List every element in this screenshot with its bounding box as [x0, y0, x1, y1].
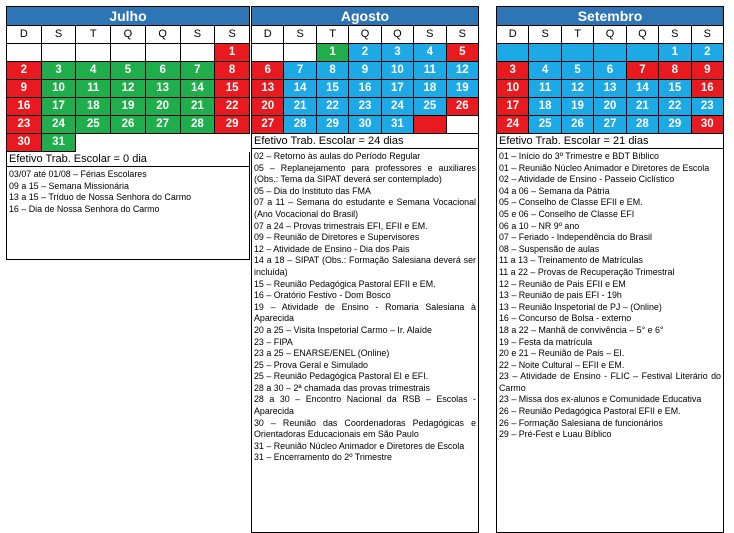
day-cell — [7, 44, 42, 62]
event-item: 06 a 10 – NR 9º ano — [499, 220, 580, 231]
day-cell: 19 — [561, 98, 593, 116]
weekday-header: Q — [381, 26, 413, 44]
day-cell — [529, 44, 561, 62]
event-item: 23 – Atividade de Ensino - FLIC – Festival Literário do Carmo — [499, 371, 721, 393]
day-cell: 10 — [41, 80, 76, 98]
weekday-header: S — [284, 26, 316, 44]
day-cell: 12 — [111, 80, 146, 98]
day-cell: 7 — [180, 62, 215, 80]
event-item: 23 – Missa dos ex-alunos e Comunidade Educativa — [499, 394, 702, 405]
day-cell — [252, 44, 284, 62]
day-cell: 20 — [145, 98, 180, 116]
event-item: 11 a 22 – Provas de Recuperação Trimestral — [499, 266, 675, 277]
event-item: 29 – Pré-Fest e Luau Bíblico — [499, 429, 612, 440]
day-cell: 23 — [691, 98, 723, 116]
day-cell — [41, 44, 76, 62]
day-cell: 17 — [497, 98, 529, 116]
day-cell: 16 — [349, 80, 381, 98]
week-row — [497, 98, 724, 116]
event-item: 28 a 30 – Encontro Nacional da RSB – Escolas - Aparecida — [254, 394, 476, 417]
day-cell: 31 — [381, 116, 413, 134]
day-cell: 9 — [691, 62, 723, 80]
day-cell: 30 — [7, 134, 42, 152]
day-cell: 3 — [381, 44, 413, 62]
day-cell: 21 — [284, 98, 316, 116]
event-item: 13 – Reunião de pais EFI - 19h — [499, 290, 622, 301]
weekday-header: T — [76, 26, 111, 44]
week-row — [497, 44, 724, 62]
day-cell: 30 — [691, 116, 723, 134]
event-item: 05 – Dia do Instituto das FMA — [254, 185, 371, 196]
event-item: 05 – Conselho de Classe EFII e EM. — [499, 197, 643, 208]
event-item: 12 – Reunião de Pais EFII e EM — [499, 278, 626, 289]
day-cell: 5 — [446, 44, 478, 62]
day-cell: 4 — [414, 44, 446, 62]
events-list — [6, 167, 250, 260]
day-cell: 7 — [626, 62, 658, 80]
event-item: 19 – Festa da matrícula — [499, 336, 593, 347]
day-cell: 4 — [76, 62, 111, 80]
weekday-header: D — [7, 26, 42, 44]
weekday-header: S — [446, 26, 478, 44]
event-item: 07 a 24 – Provas trimestrais EFI, EFII e EM. — [254, 220, 428, 231]
calendar-agosto — [251, 6, 479, 533]
weekday-header: Q — [594, 26, 626, 44]
week-row — [7, 62, 250, 80]
day-cell: 19 — [446, 80, 478, 98]
day-cell: 19 — [111, 98, 146, 116]
day-cell: 17 — [381, 80, 413, 98]
day-cell: 10 — [381, 62, 413, 80]
week-row — [497, 80, 724, 98]
day-cell: 11 — [414, 62, 446, 80]
day-cell: 20 — [594, 98, 626, 116]
day-cell: 15 — [215, 80, 250, 98]
event-item: 31 – Encerramento do 2º Trimestre — [254, 452, 392, 463]
weekday-header: S — [529, 26, 561, 44]
weekday-header: Q — [349, 26, 381, 44]
event-item: 30 – Reunião das Coordenadoras Pedagógicas e Orientadoras Educacionais em São Paulo — [254, 417, 476, 440]
day-cell: 14 — [284, 80, 316, 98]
day-cell: 22 — [316, 98, 348, 116]
event-item: 23 a 25 – ENARSE/ENEL (Online) — [254, 348, 390, 359]
event-item: 23 – FIPA — [254, 336, 293, 347]
event-item: 28 a 30 – 2ª chamada das provas trimestrais — [254, 382, 430, 393]
month-grid — [251, 25, 479, 134]
day-cell — [626, 44, 658, 62]
day-cell: 18 — [76, 98, 111, 116]
day-cell: 13 — [252, 80, 284, 98]
week-row — [7, 44, 250, 62]
day-cell: 28 — [284, 116, 316, 134]
calendar-setembro — [496, 6, 724, 533]
day-cell: 5 — [561, 62, 593, 80]
day-cell: 20 — [252, 98, 284, 116]
event-item: 26 – Formação Salesiana de funcionários — [499, 417, 663, 428]
day-cell: 25 — [76, 116, 111, 134]
efetivo-label: Efetivo Trab. Escolar = 24 dias — [251, 134, 479, 149]
day-cell: 30 — [349, 116, 381, 134]
event-item: 20 e 21 – Reunião de Pais – EI. — [499, 348, 625, 359]
day-cell: 7 — [284, 62, 316, 80]
day-cell — [497, 44, 529, 62]
day-cell: 23 — [7, 116, 42, 134]
week-row — [497, 62, 724, 80]
day-cell: 16 — [7, 98, 42, 116]
day-cell: 26 — [111, 116, 146, 134]
calendar-julho — [6, 6, 250, 260]
event-item: 31 – Reunião Núcleo Animador e Diretores de Escola — [254, 440, 465, 451]
day-cell — [145, 44, 180, 62]
day-cell — [111, 44, 146, 62]
day-cell: 15 — [316, 80, 348, 98]
day-cell — [76, 44, 111, 62]
event-item: 08 – Suspensão de aulas — [499, 243, 600, 254]
day-cell: 11 — [76, 80, 111, 98]
day-cell: 5 — [111, 62, 146, 80]
event-item: 07 – Feriado - Independência do Brasil — [499, 232, 652, 243]
day-cell — [284, 44, 316, 62]
event-item: 04 a 06 – Semana da Pátria — [499, 185, 610, 196]
weekday-header: S — [180, 26, 215, 44]
event-item: 16 – Oratório Festivo - Dom Bosco — [254, 290, 391, 301]
day-cell: 22 — [215, 98, 250, 116]
event-item: 13 – Reunião Inspetorial de PJ – (Online) — [499, 301, 662, 312]
week-row — [252, 98, 479, 116]
event-item: 22 – Noite Cultural – EFII e EM. — [499, 359, 625, 370]
day-cell: 18 — [414, 80, 446, 98]
weekday-header: S — [215, 26, 250, 44]
month-title: Setembro — [496, 6, 724, 25]
day-cell: 3 — [41, 62, 76, 80]
month-grid — [6, 25, 250, 152]
weekday-header: T — [561, 26, 593, 44]
day-cell: 1 — [659, 44, 691, 62]
day-cell: 22 — [659, 98, 691, 116]
day-cell: 24 — [41, 116, 76, 134]
efetivo-label: Efetivo Trab. Escolar = 0 dia — [6, 152, 250, 167]
week-row — [252, 80, 479, 98]
day-cell: 2 — [349, 44, 381, 62]
day-cell: 28 — [626, 116, 658, 134]
day-cell: 29 — [215, 116, 250, 134]
day-cell — [446, 116, 478, 134]
day-cell: 8 — [659, 62, 691, 80]
day-cell: 21 — [626, 98, 658, 116]
day-cell: 14 — [180, 80, 215, 98]
event-item: 01 – Reunião Núcleo Animador e Diretores de Escola — [499, 162, 710, 173]
day-cell: 17 — [41, 98, 76, 116]
weekday-header: T — [316, 26, 348, 44]
month-title: Julho — [6, 6, 250, 25]
day-cell: 12 — [446, 62, 478, 80]
day-cell: 12 — [561, 80, 593, 98]
event-item: 09 a 15 – Semana Missionária — [9, 180, 129, 191]
day-cell: 27 — [594, 116, 626, 134]
day-cell: 9 — [7, 80, 42, 98]
day-cell: 2 — [7, 62, 42, 80]
day-cell: 1 — [215, 44, 250, 62]
month-grid — [496, 25, 724, 134]
week-row — [7, 98, 250, 116]
weekday-header: Q — [111, 26, 146, 44]
events-list — [496, 149, 724, 533]
weekday-header: Q — [626, 26, 658, 44]
event-item: 25 – Reunião Pedagógica Pastoral EI e EFI. — [254, 371, 429, 382]
day-cell: 8 — [316, 62, 348, 80]
day-cell: 13 — [594, 80, 626, 98]
weekday-header: D — [497, 26, 529, 44]
weekday-header: Q — [145, 26, 180, 44]
day-cell: 15 — [659, 80, 691, 98]
day-cell: 13 — [145, 80, 180, 98]
day-cell: 3 — [497, 62, 529, 80]
day-cell: 9 — [349, 62, 381, 80]
day-cell: 4 — [529, 62, 561, 80]
day-cell: 2 — [691, 44, 723, 62]
day-cell: 6 — [145, 62, 180, 80]
day-cell: 23 — [349, 98, 381, 116]
day-cell: 8 — [215, 62, 250, 80]
event-item: 07 a 11 – Semana do estudante e Semana Vocacional (Ano Vocacional do Brasil) — [254, 197, 476, 219]
day-cell: 27 — [252, 116, 284, 134]
day-cell: 31 — [41, 134, 76, 152]
day-cell — [594, 44, 626, 62]
day-cell: 24 — [381, 98, 413, 116]
events-list — [251, 149, 479, 533]
event-item: 05 e 06 – Conselho de Classe EFI — [499, 208, 635, 219]
day-cell: 11 — [529, 80, 561, 98]
day-cell: 26 — [561, 116, 593, 134]
day-cell: 24 — [497, 116, 529, 134]
event-item: 15 – Reunião Pedagógica Pastoral EFII e EM. — [254, 278, 436, 289]
day-cell: 25 — [414, 98, 446, 116]
day-cell — [180, 44, 215, 62]
week-row — [7, 80, 250, 98]
day-cell: 29 — [316, 116, 348, 134]
week-row — [252, 116, 479, 134]
day-cell: 1 — [316, 44, 348, 62]
day-cell: 18 — [529, 98, 561, 116]
month-title: Agosto — [251, 6, 479, 25]
event-item: 19 – Atividade de Ensino - Romaria Salesiana à Aparecida — [254, 301, 476, 324]
event-item: 16 – Concurso de Bolsa - externo — [499, 313, 632, 324]
day-cell: 27 — [145, 116, 180, 134]
event-item: 11 a 13 – Treinamento de Matrículas — [499, 255, 643, 266]
week-row — [7, 134, 250, 152]
event-item: 09 – Reunião de Diretores e Supervisores — [254, 232, 420, 243]
day-cell: 29 — [659, 116, 691, 134]
weekday-header: S — [41, 26, 76, 44]
event-item: 18 a 22 – Manhã de convivência – 5° e 6° — [499, 324, 664, 335]
weekday-header: D — [252, 26, 284, 44]
event-item: 20 a 25 – Visita Inspetorial Carmo – Ir. Alaíde — [254, 324, 432, 335]
event-item: 02 – Atividade de Ensino - Passeio Ciclístico — [499, 174, 675, 185]
day-cell: 28 — [180, 116, 215, 134]
event-item: 16 – Dia de Nossa Senhora do Carmo — [9, 203, 160, 214]
efetivo-label: Efetivo Trab. Escolar = 21 dias — [496, 134, 724, 149]
event-item: 26 – Reunião Pedagógica Pastoral EFII e EM. — [499, 406, 681, 417]
day-cell: 26 — [446, 98, 478, 116]
event-item: 02 – Retorno às aulas do Período Regular — [254, 151, 421, 161]
event-item: 03/07 até 01/08 – Férias Escolares — [9, 169, 147, 179]
week-row — [252, 44, 479, 62]
week-row — [7, 116, 250, 134]
day-cell: 25 — [529, 116, 561, 134]
weekday-header: S — [414, 26, 446, 44]
week-row — [252, 62, 479, 80]
week-row — [497, 116, 724, 134]
day-cell: 6 — [594, 62, 626, 80]
weekday-header: S — [659, 26, 691, 44]
day-cell: 14 — [626, 80, 658, 98]
day-cell: 6 — [252, 62, 284, 80]
day-cell — [414, 116, 446, 134]
event-item: 13 a 15 – Tríduo de Nossa Senhora do Carmo — [9, 192, 192, 203]
day-cell — [561, 44, 593, 62]
day-cell: 21 — [180, 98, 215, 116]
event-item: 12 – Atividade de Ensino - Dia dos Pais — [254, 243, 410, 254]
weekday-header: S — [691, 26, 723, 44]
event-item: 25 – Prova Geral e Simulado — [254, 359, 368, 370]
day-cell: 16 — [691, 80, 723, 98]
event-item: 05 – Replanejamento para professores e auxiliares (Obs.: Tema da SIPAT deverá ser contemplado) — [254, 162, 476, 185]
day-cell: 10 — [497, 80, 529, 98]
event-item: 01 – Início do 3º Trimestre e BDT Bíblico — [499, 151, 659, 161]
event-item: 14 a 18 – SIPAT (Obs.: Formação Salesiana deverá ser incluída) — [254, 255, 476, 277]
